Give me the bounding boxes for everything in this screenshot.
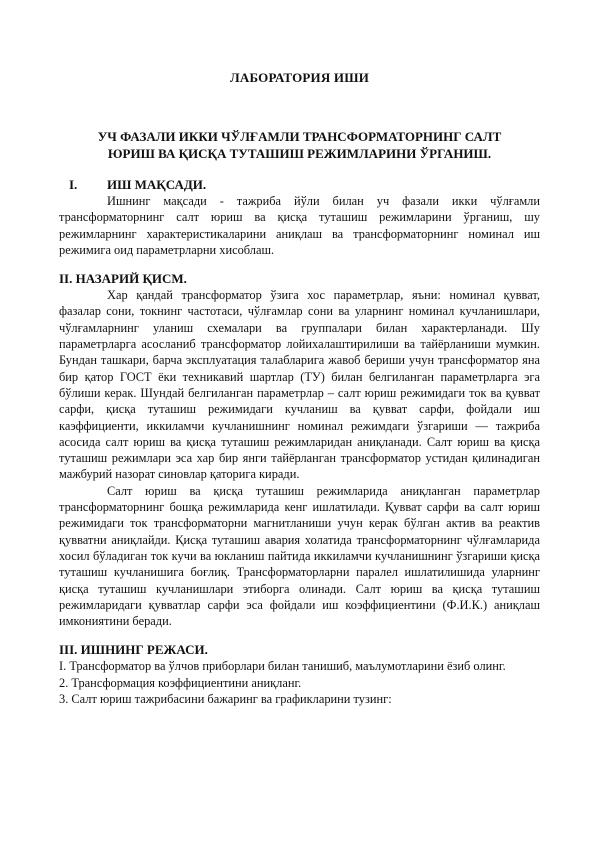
plan-item-1: I. Трансформатор ва ўлчов приборлари билан танишиб, маълумотларини ёзиб олинг. (59, 659, 506, 674)
section-1-title: ИШ МАҚСАДИ. (107, 177, 207, 192)
plan-item-2: 2. Трансформация коэффициентини аниқланг. (59, 675, 302, 690)
section-2-paragraph-2: Салт юриш ва қисқа туташиш режимларида аниқланган параметрлар трансформаторнинг бошқа режимларида кенг ишлатилади. Қувват сарфи ва салт юриш режимидаги ток трансформаторни магнитланиши учун керак бўлган актив ва реактив қувватни аниқлайди. Қисқа туташиш авария холатида трансформаторнинг чўлғамларида хосил бўладиган ток кучи ва юкланиш пайтида иккиламчи кучланишнинг ўзгариши қисқа туташиш кучланишига боғлиқ. Трансформаторларни паралел ишлатилишида уларнинг қисқа туташиш кучланишлари этиборга олинади. Салт юриш ва қисқа туташиш режимларидаги қувватлар сарфи эса фойдали иш коэффициентини (Ф.И.К.) аниқлаш имкониятини беради. (59, 483, 540, 629)
section-1-text: Ишнинг мақсади - тажриба йўли билан уч фазали икки чўлғамли трансформаторнинг салт юриш ва қисқа туташиш режимларини ўрганиш, шу режимларнинг характеристикаларини аниқлаш ва трансформаторнинг номинал иш режимига оид параметрларни хисоблаш. (59, 194, 540, 257)
section-3-heading: III. ИШНИНГ РЕЖАСИ. (59, 642, 208, 658)
section-2-heading: II. НАЗАРИЙ ҚИСМ. (59, 271, 187, 287)
lab-title: ЛАБОРАТОРИЯ ИШИ (229, 70, 370, 85)
plan-item-3: 3. Салт юриш тажрибасини бажаринг ва графикларини тузинг: (59, 692, 392, 707)
main-title (59, 128, 540, 162)
section-2-paragraph-1: Хар қандай трансформатор ўзига хос параметрлар, яъни: номинал қувват, фазалар сони, токнинг частотаси, чўлғамлар сони ва уларнинг номинал кучланишлари, чўлғамларнинг уланиш схемалари ва группалари билан характерланади. Шу параметрларга асосланиб трансформатор лойихалаштирилиши ва тайёрланиши мумкин. Бундан ташкари, барча эксплуатация талабларига жавоб бериши учун трансформатор яна бир қатор ГОСТ ёки техникавий шартлар (ТУ) билан белгиланган параметрларга эга бўлиши керак. Шундай белгиланган параметрлар – салт юриш режимидаги ток ва қувват сарфи, қисқа туташиш режимидаги кучланиш ва қувват сарфи, фойдали иш каэффициенти, иккиламчи кучланишнинг номинал режимдаги ўзгариши — тажриба асосида салт юриш ва қисқа туташиш режимларидан аниқланади. Салт юриш ва қисқа туташиш режимлари эса хар бир янги тайёрланган трансформатор устидан қилинадиган мажбурий назорат синовлар қаторига киради. (59, 288, 540, 482)
section-1-heading (59, 176, 540, 193)
main-title-line-2: ЮРИШ ВА ҚИСҚА ТУТАШИШ РЕЖИМЛАРИНИ ЎРГАНИШ. (107, 146, 492, 161)
main-title-line-1: УЧ ФАЗАЛИ ИККИ ЧЎЛҒАМЛИ ТРАНСФОРМАТОРНИНГ САЛТ (97, 129, 502, 144)
section-1-number: I. (69, 177, 78, 192)
